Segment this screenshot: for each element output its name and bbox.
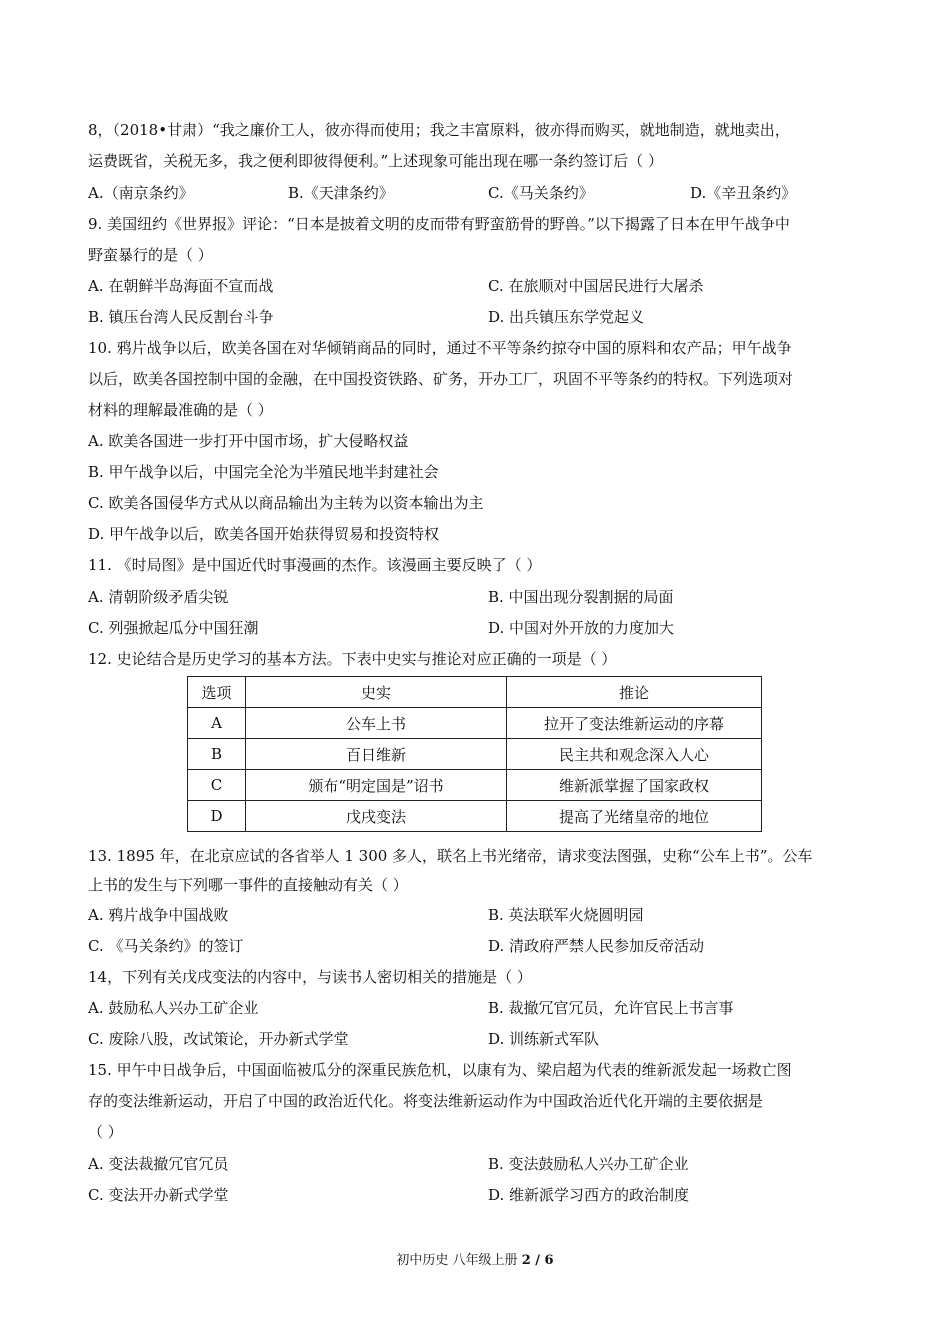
table-cell: 戊戌变法 <box>246 801 507 832</box>
q10-option-d: D. 甲午战争以后，欧美各国开始获得贸易和投资特权 <box>88 525 440 543</box>
q15-stem-line3: （ ） <box>88 1123 123 1141</box>
q8-option-b: B.《天津条约》 <box>288 184 394 202</box>
q10-stem-line3: 材料的理解最准确的是（ ） <box>88 401 273 419</box>
q9-option-b: B. 镇压台湾人民反割台斗争 <box>88 308 274 326</box>
q11-stem-line1: 11. 《时局图》是中国近代时事漫画的杰作。该漫画主要反映了（ ） <box>88 556 542 574</box>
table-header-cell: 史实 <box>246 677 507 708</box>
q9-option-d: D. 出兵镇压东学党起义 <box>488 308 645 326</box>
table-cell: D <box>188 801 246 832</box>
q8-option-d: D.《辛丑条约》 <box>690 184 797 202</box>
q13-option-c: C. 《马关条约》的签订 <box>88 937 244 955</box>
q10-option-c: C. 欧美各国侵华方式从以商品输出为主转为以资本输出为主 <box>88 494 484 512</box>
q11-option-c: C. 列强掀起瓜分中国狂潮 <box>88 619 259 637</box>
q15-stem-line1: 15. 甲午中日战争后，中国面临被瓜分的深重民族危机，以康有为、梁启超为代表的维新派发起一场救亡图 <box>88 1061 792 1079</box>
q15-option-a: A. 变法裁撤冗官冗员 <box>88 1155 229 1173</box>
q10-option-a: A. 欧美各国进一步打开中国市场，扩大侵略权益 <box>88 432 409 450</box>
table-row <box>188 739 762 770</box>
q8-option-c: C.《马关条约》 <box>488 184 594 202</box>
q13-stem-line1: 13. 1895 年，在北京应试的各省举人 1 300 多人，联名上书光绪帝，请求变法图强，史称“公车上书”。公车 <box>88 847 813 865</box>
q15-option-c: C. 变法开办新式学堂 <box>88 1186 229 1204</box>
table-cell: 公车上书 <box>246 708 507 739</box>
q11-option-a: A. 清朝阶级矛盾尖锐 <box>88 588 229 606</box>
q8-option-a: A.（南京条约》 <box>88 184 194 202</box>
table-cell: C <box>188 770 246 801</box>
q11-option-b: B. 中国出现分裂割据的局面 <box>488 588 674 606</box>
q13-option-b: B. 英法联军火烧圆明园 <box>488 906 644 924</box>
table-cell: 颁布“明定国是”诏书 <box>246 770 507 801</box>
q9-option-c: C. 在旅顺对中国居民进行大屠杀 <box>488 277 704 295</box>
page-footer <box>0 1249 950 1268</box>
page-number: 2 / 6 <box>521 1253 554 1268</box>
table-row <box>188 770 762 801</box>
q9-option-a: A. 在朝鲜半岛海面不宣而战 <box>88 277 274 295</box>
q10-stem-line1: 10. 鸦片战争以后，欧美各国在对华倾销商品的同时，通过不平等条约掠夺中国的原料和农产品；甲午战争 <box>88 339 792 357</box>
q14-option-c: C. 废除八股，改试策论，开办新式学堂 <box>88 1030 349 1048</box>
table-cell: B <box>188 739 246 770</box>
table-cell: 百日维新 <box>246 739 507 770</box>
q14-option-b: B. 裁撤冗官冗员，允许官民上书言事 <box>488 999 734 1017</box>
table-row <box>188 708 762 739</box>
q13-stem-line2: 上书的发生与下列哪一事件的直接触动有关（ ） <box>88 876 408 894</box>
table-header-cell: 选项 <box>188 677 246 708</box>
table-cell: 拉开了变法维新运动的序幕 <box>507 708 762 739</box>
q9-stem-line1: 9. 美国纽约《世界报》评论：“日本是披着文明的皮而带有野蛮筋骨的野兽。”以下揭露了日本在甲午战争中 <box>88 215 790 233</box>
q13-option-d: D. 清政府严禁人民参加反帝活动 <box>488 937 705 955</box>
table-cell: 民主共和观念深入人心 <box>507 739 762 770</box>
table-cell: A <box>188 708 246 739</box>
q8-stem-line2: 运费既省，关税无多，我之便利即彼得便利。”上述现象可能出现在哪一条约签订后（ ） <box>88 152 663 170</box>
table-header-cell: 推论 <box>507 677 762 708</box>
table-cell: 提高了光绪皇帝的地位 <box>507 801 762 832</box>
table-cell: 维新派掌握了国家政权 <box>507 770 762 801</box>
q14-option-a: A. 鼓励私人兴办工矿企业 <box>88 999 259 1017</box>
q12-stem-line1: 12. 史论结合是历史学习的基本方法。下表中史实与推论对应正确的一项是（ ） <box>88 650 617 668</box>
q15-stem-line2: 存的变法维新运动，开启了中国的政治近代化。将变法维新运动作为中国政治近代化开端的主要依据是 <box>88 1092 764 1110</box>
q10-stem-line2: 以后，欧美各国控制中国的金融，在中国投资铁路、矿务，开办工厂，巩固不平等条约的特权。下列选项对 <box>88 370 794 388</box>
q14-option-d: D. 训练新式军队 <box>488 1030 600 1048</box>
q11-option-d: D. 中国对外开放的力度加大 <box>488 619 675 637</box>
footer-label: 初中历史 八年级上册 <box>396 1253 518 1268</box>
q14-stem-line1: 14，下列有关戊戌变法的内容中，与读书人密切相关的措施是（ ） <box>88 968 532 986</box>
q10-option-b: B. 甲午战争以后，中国完全沦为半殖民地半封建社会 <box>88 463 439 481</box>
q15-option-b: B. 变法鼓励私人兴办工矿企业 <box>488 1155 689 1173</box>
q9-stem-line2: 野蛮暴行的是（ ） <box>88 246 213 264</box>
q8-stem-line1: 8，（2018•甘肃）“我之廉价工人，彼亦得而使用；我之丰富原料，彼亦得而购买，就地制造，就地卖出， <box>88 121 790 139</box>
table-row <box>188 801 762 832</box>
q15-option-d: D. 维新派学习西方的政治制度 <box>488 1186 690 1204</box>
q13-option-a: A. 鸦片战争中国战败 <box>88 906 229 924</box>
q12-table <box>187 676 762 832</box>
table-header-row <box>188 677 762 708</box>
